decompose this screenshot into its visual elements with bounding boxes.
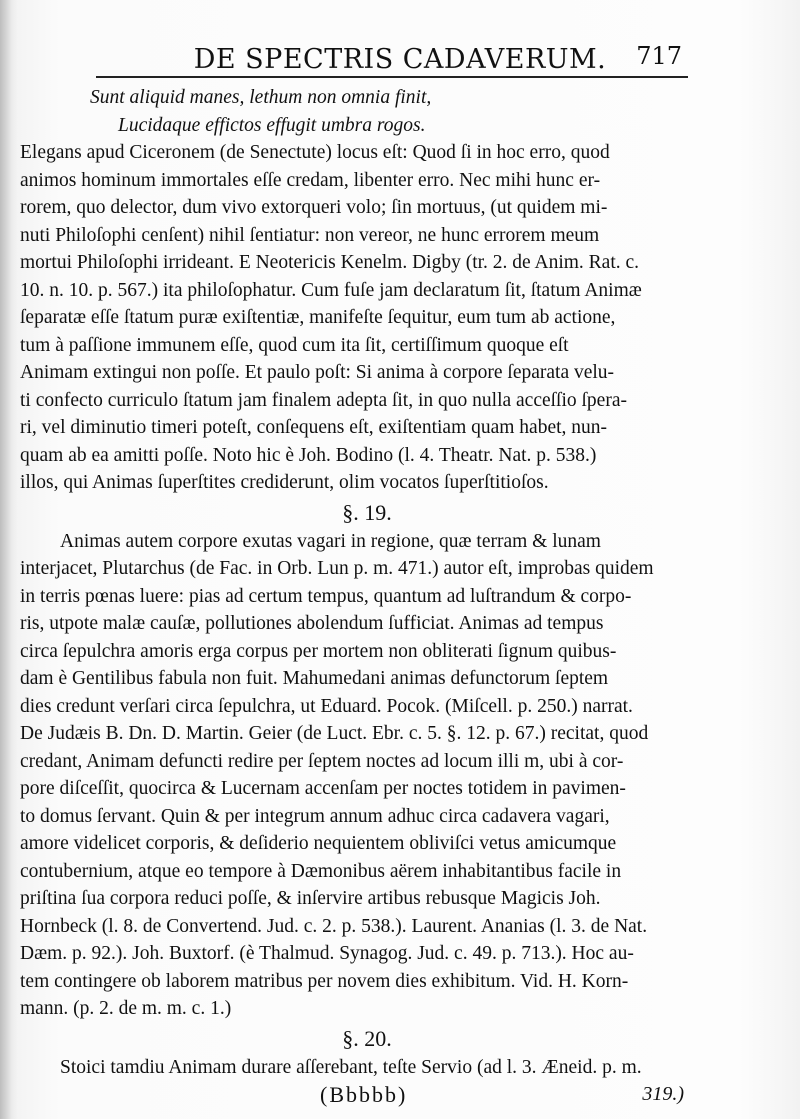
text-line: interjacet, Plutarchus (de Fac. in Orb. Lun p. m. 471.) autor eſt, improbas quidem — [20, 558, 654, 579]
text-line: pore diſceſſit, quocirca & Lucernam accenſam per noctes totidem in pavimen- — [20, 778, 626, 799]
text-line: Dæm. p. 92.). Joh. Buxtorf. (è Thalmud. Synagog. Jud. c. 49. p. 713.). Hoc au- — [20, 943, 634, 964]
page-footer — [20, 1081, 684, 1111]
text-line: mortui Philoſophi irrideant. E Neotericis Kenelm. Digby (tr. 2. de Anim. Rat. c. — [20, 252, 640, 273]
text-line: ris, utpote malæ cauſæ, pollutiones abolendum ſufficiat. Animas ad tempus — [20, 613, 604, 634]
signature-mark: (Bbbbb) — [320, 1082, 408, 1107]
text-line: circa ſepulchra amoris erga corpus per mortem non obliterati ſignum quibus- — [20, 640, 617, 662]
text-line: dies credunt verſari circa ſepulchra, ut Eduard. Pocok. (Miſcell. p. 250.) narrat. — [20, 695, 633, 717]
text-line: ſeparatæ eſſe ſtatum puræ exiſtentiæ, manifeſte ſequitur, eum tum ab actione, — [20, 307, 616, 328]
text-line: to domus ſervant. Quin & per integrum annum adhuc circa cadavera vagari, — [20, 805, 610, 827]
text-line: in terris pœnas luere: pias ad certum tempus, quantum ad luſtrandum & corpo- — [20, 585, 632, 607]
text-line: dam è Gentilibus fabula non fuit. Mahumedani animas defunctorum ſeptem — [20, 668, 609, 689]
page-gutter-shadow — [0, 0, 12, 1119]
text-line: contubernium, atque eo tempore à Dæmonibus aërem inhabitantibus facile in — [20, 860, 622, 882]
text-line: Elegans apud Ciceronem (de Senectute) locus eſt: Quod ſi in hoc erro, quod — [20, 142, 610, 163]
text-body — [20, 84, 684, 1111]
text-line: credant, Animam defuncti redire per ſeptem noctes ad locum illi m, ubi à cor- — [20, 750, 624, 772]
page-number: 717 — [636, 42, 682, 70]
text-line: illos, qui Animas ſuperſtites crediderunt, olim vocatos ſuperſtitioſos. — [20, 472, 549, 493]
text-line: tum à paſſione immunem eſſe, quod cum ita ſit, certiſſimum quoque eſt — [20, 334, 569, 356]
text-line: mann. (p. 2. de m. m. c. 1.) — [20, 998, 232, 1019]
text-line: ri, vel diminutio timeri poteſt, conſequens eſt, exiſtentiam quam habet, nun- — [20, 417, 608, 438]
text-line: nuti Philoſophi cenſent) nihil ſentiatur: non vereor, ne hunc errorem meum — [20, 224, 600, 246]
header-rule — [96, 76, 688, 78]
text-line: 10. n. 10. p. 567.) ita philoſophatur. Cum fuſe jam declaratum ſit, ſtatum Animæ — [20, 279, 642, 301]
text-line: Animam extingui non poſſe. Et paulo poſt: Si anima à corpore ſeparata velu- — [20, 362, 615, 383]
section-heading: §. 20. — [342, 1025, 392, 1051]
text-line: priſtina ſua corpora reduci poſſe, & inſervire artibus rebusque Magicis Joh. — [20, 888, 601, 909]
text-line: rorem, quo delector, dum vivo extorqueri volo; ſin mortuus, (ut quidem mi- — [20, 197, 608, 218]
text-line: Hornbeck (l. 8. de Convertend. Jud. c. 2. p. 538.). Laurent. Ananias (l. 3. de Nat. — [20, 915, 648, 937]
running-title: DE SPECTRIS CADAVERUM. — [193, 44, 607, 75]
text-line: Sunt aliquid manes, lethum non omnia finit, — [90, 87, 432, 108]
text-line: Lucidaque effictos effugit umbra rogos. — [118, 114, 426, 136]
text-line: amore videlicet corporis, & deſiderio nequientem obliviſci vetus amicumque — [20, 833, 617, 854]
text-line: De Judæis B. Dn. D. Martin. Geier (de Luct. Ebr. c. 5. §. 12. p. 67.) recitat, quod — [20, 723, 649, 744]
text-line: tem contingere ob laborem matribus per novem dies exhibitum. Vid. H. Korn- — [20, 970, 629, 992]
text-line: Animas autem corpore exutas vagari in regione, quæ terram & lunam — [60, 530, 601, 552]
text-line: animos hominum immortales eſſe credam, libenter erro. Nec mihi hunc er- — [20, 169, 601, 191]
text-line: Stoici tamdiu Animam durare aſſerebant, teſte Servio (ad l. 3. Æneid. p. m. — [60, 1056, 642, 1078]
text-line: ti confecto curriculo ſtatum jam finalem adepta ſit, in quo nulla acceſſio ſpera- — [20, 389, 627, 411]
text-line: quam ab ea amitti poſſe. Noto hic è Joh. Bodino (l. 4. Theatr. Nat. p. 538.) — [20, 444, 597, 466]
catchword: 319.) — [642, 1083, 684, 1105]
page-header — [0, 40, 800, 80]
section-heading: §. 19. — [342, 499, 392, 525]
